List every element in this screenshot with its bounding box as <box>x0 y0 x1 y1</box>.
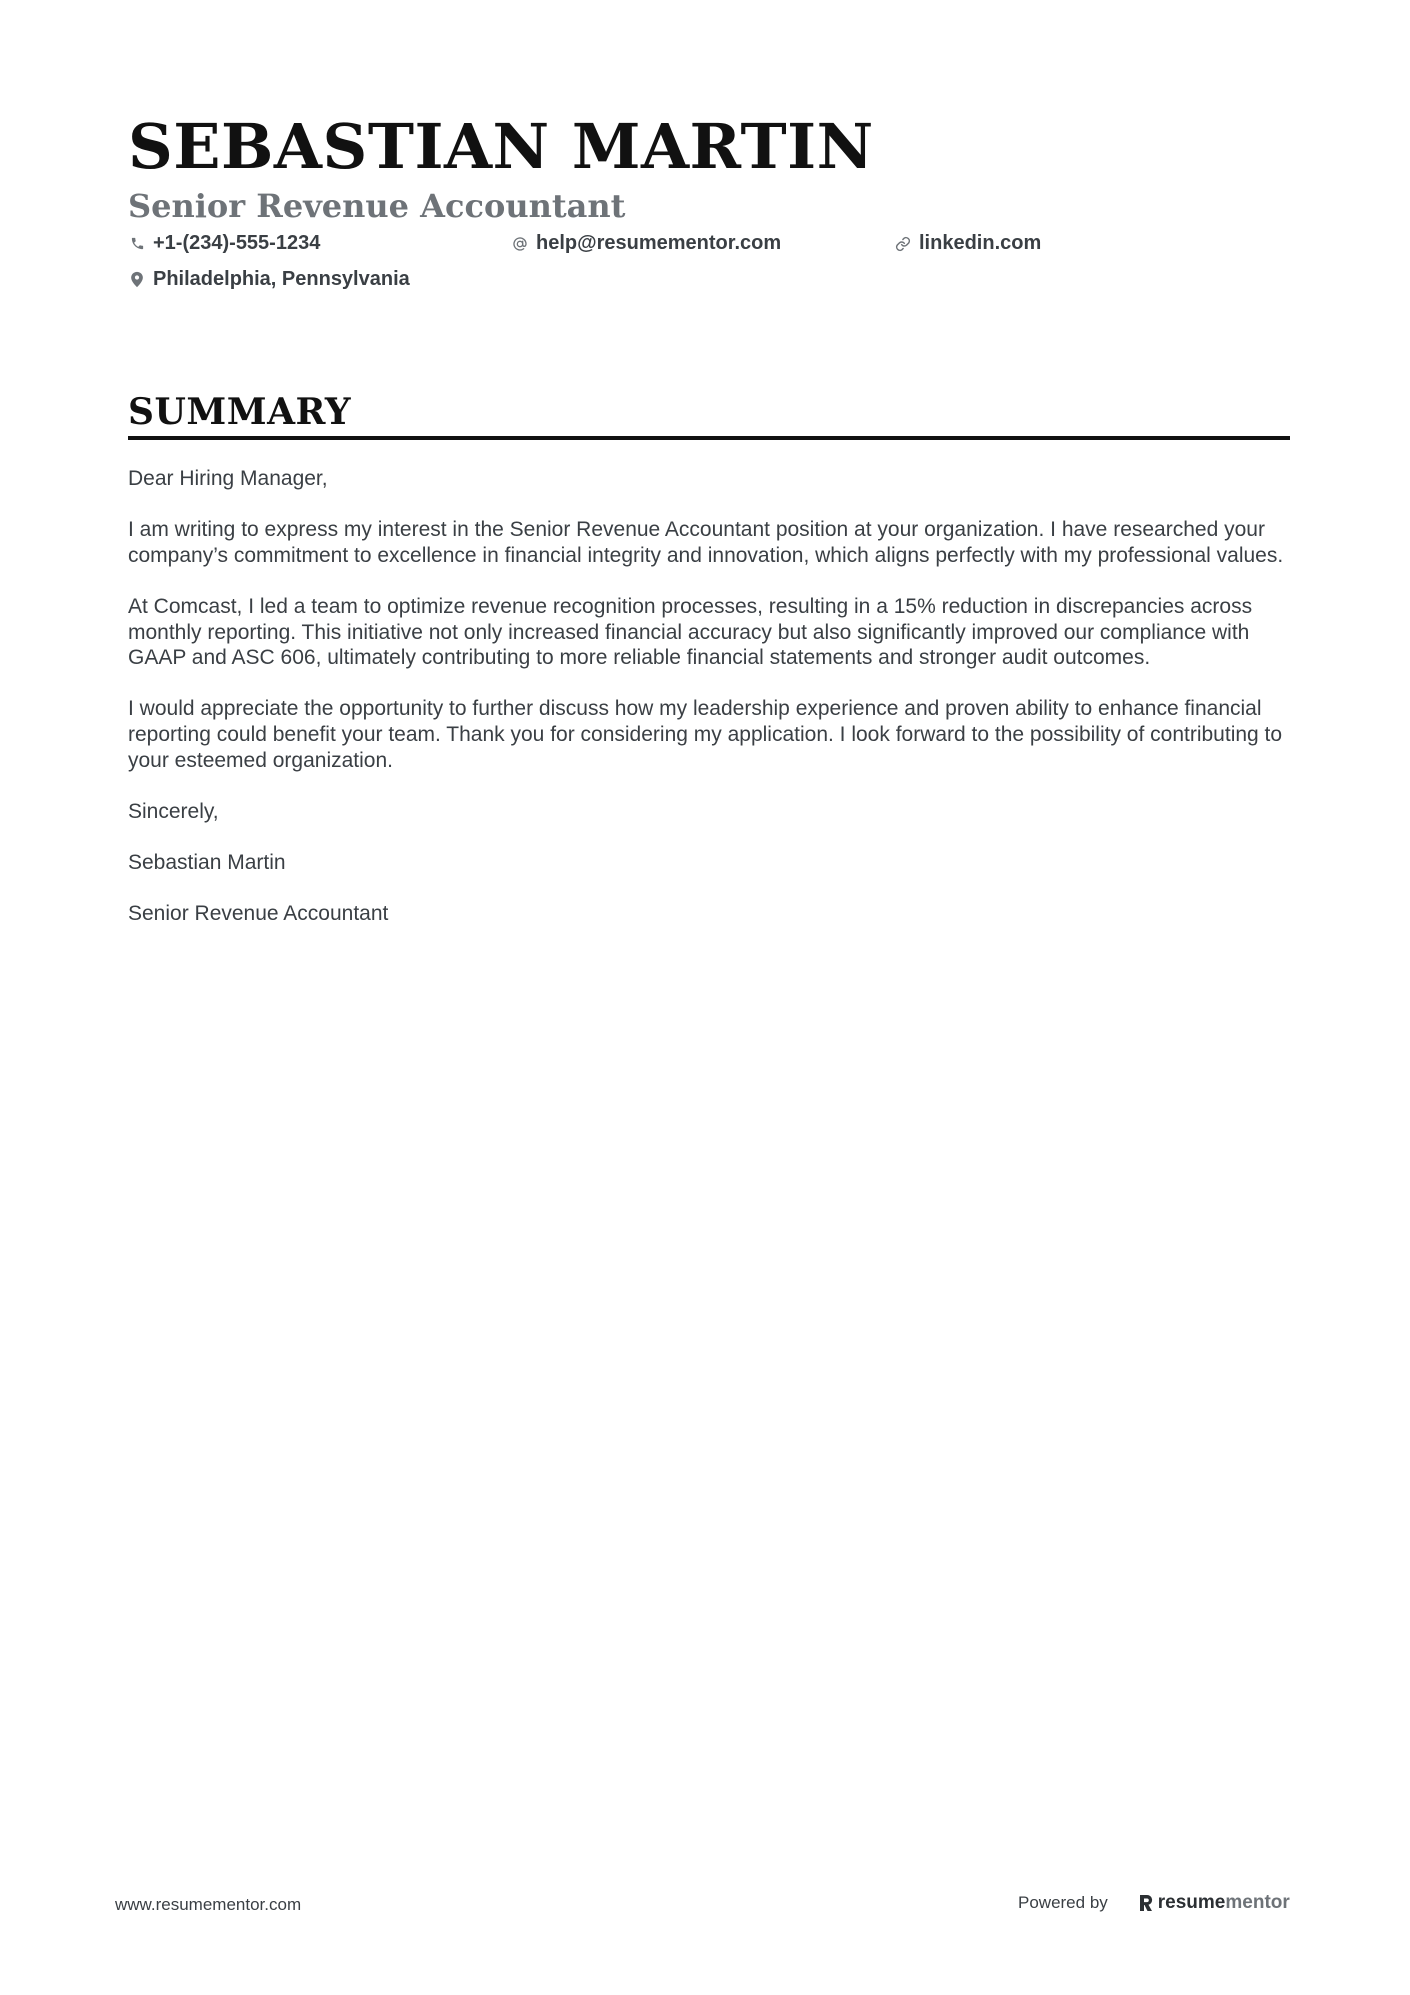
location-text: Philadelphia, Pennsylvania <box>153 268 410 290</box>
letter-paragraph: I am writing to express my interest in the Senior Revenue Accountant position at your organization. I have researched your company’s commitment to excellence in financial integrity and innovation, which aligns perfectly with my professional values. <box>128 518 1284 567</box>
contact-link <box>894 232 1041 255</box>
header <box>128 112 1288 302</box>
email-text: help@resumementor.com <box>536 232 782 254</box>
location-pin-icon <box>128 271 146 289</box>
link-text: linkedin.com <box>919 232 1042 254</box>
brand-text-bold: resume <box>1157 1892 1226 1913</box>
candidate-name: SEBASTIAN MARTIN <box>128 110 874 183</box>
powered-by-label: Powered by <box>1018 1893 1108 1912</box>
at-icon <box>511 235 529 253</box>
resumementor-logo-icon <box>1138 1893 1154 1913</box>
salutation: Dear Hiring Manager, <box>128 467 328 490</box>
contact-info <box>128 232 1288 302</box>
section-heading: SUMMARY <box>128 391 352 433</box>
letter-body <box>128 466 1290 927</box>
closing: Sincerely, <box>128 799 219 823</box>
summary-section <box>128 390 1290 952</box>
footer-branding <box>1018 1892 1290 1914</box>
section-divider <box>128 436 1290 440</box>
contact-location <box>128 268 410 291</box>
signature-title: Senior Revenue Accountant <box>128 902 389 926</box>
footer-website: www.resumementor.com <box>115 1895 302 1914</box>
phone-text: +1-(234)-555-1234 <box>153 232 321 254</box>
job-title: Senior Revenue Accountant <box>128 187 626 225</box>
contact-phone <box>128 232 320 255</box>
contact-email <box>511 232 781 255</box>
phone-icon <box>128 235 146 253</box>
link-icon <box>894 235 912 253</box>
letter-paragraph: At Comcast, I led a team to optimize revenue recognition processes, resulting in a 15% reduction in discrepancies across monthly reporting. This initiative not only increased financial accuracy but also significantly improved our compliance with GAAP and ASC 606, ultimately contributing to more reliable financial statements and stronger audit outcomes. <box>128 594 1253 670</box>
letter-paragraph: I would appreciate the opportunity to further discuss how my leadership experience and proven ability to enhance financial reporting could benefit your team. Thank you for considering my application. I look forward to the possibility of contributing to your esteemed organization. <box>128 697 1283 772</box>
brand-logo <box>1138 1892 1290 1914</box>
signature-name: Sebastian Martin <box>128 850 286 874</box>
brand-text-light: mentor <box>1225 1892 1290 1913</box>
